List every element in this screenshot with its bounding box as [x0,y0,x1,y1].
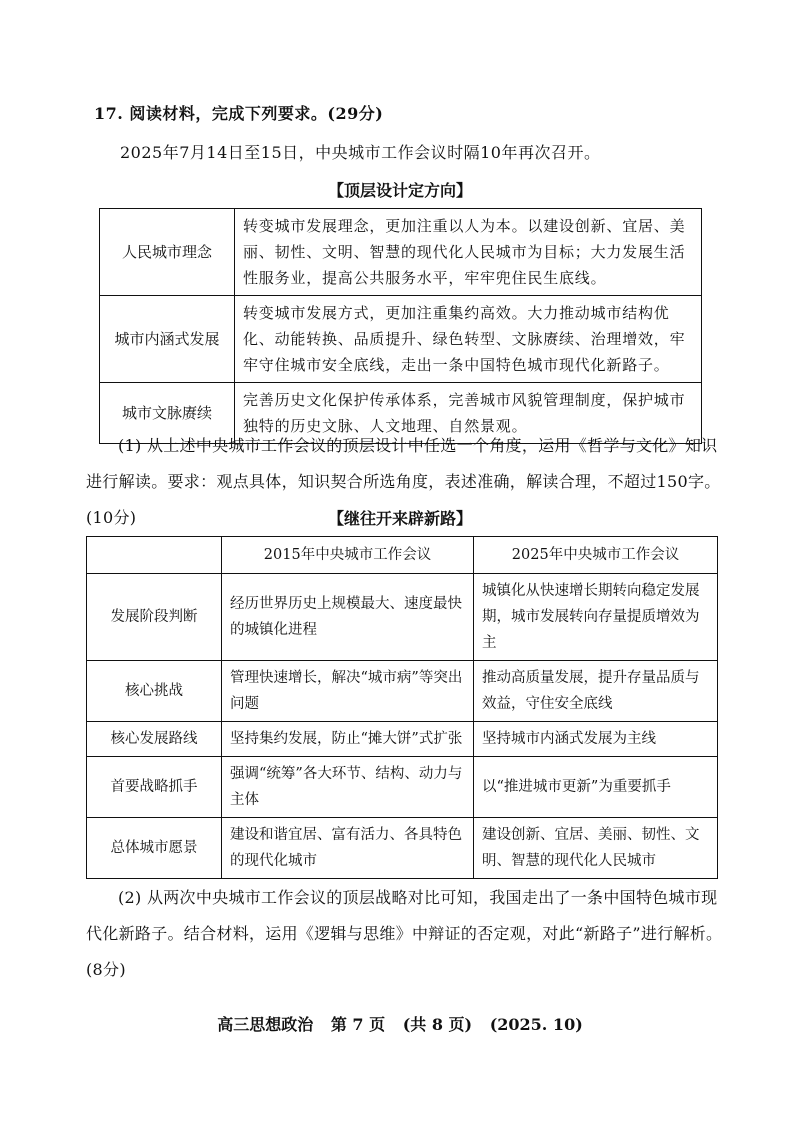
cell-2025: 坚持城市内涵式发展为主线 [474,722,718,757]
comparison-table [86,536,718,879]
row-label: 首要战略抓手 [87,757,222,818]
table-row [87,661,718,722]
header-2025: 2025年中央城市工作会议 [474,537,718,574]
top-design-table [99,208,702,444]
question-title: 17. 阅读材料，完成下列要求。(29分) [94,104,384,123]
sub-question-1: (1) 从上述中央城市工作会议的顶层设计中任选一个角度，运用《哲学与文化》知识进行解读。要求：观点具体，知识契合所选角度，表述准确，解读合理，不超过150字。(10分) [86,436,721,527]
table-row [100,296,702,383]
footer-date: (2025. 10) [489,1015,583,1034]
cell-2025: 城镇化从快速增长期转向稳定发展期，城市发展转向存量提质增效为主 [474,574,718,661]
row-label: 核心挑战 [87,661,222,722]
cell-2015: 经历世界历史上规模最大、速度最快的城镇化进程 [222,574,474,661]
header-2015: 2015年中央城市工作会议 [222,537,474,574]
sub-question-2: (2) 从两次中央城市工作会议的顶层战略对比可知，我国走出了一条中国特色城市现代化新路子。结合材料，运用《逻辑与思维》中辩证的否定观，对此“新路子”进行解析。(8分) [86,888,723,979]
cell-2025: 以“推进城市更新”为重要抓手 [474,757,718,818]
header-empty [87,537,222,574]
row-label: 核心发展路线 [87,722,222,757]
cell-2015: 管理快速增长，解决“城市病”等突出问题 [222,661,474,722]
row-label: 发展阶段判断 [87,574,222,661]
question-intro: 2025年7月14日至15日，中央城市工作会议时隔10年再次召开。 [120,143,601,162]
row-text: 完善历史文化保护传承体系，完善城市风貌管理制度，保护城市独特的历史文脉、人文地理、自然景观。 [235,383,702,444]
table-row [87,818,718,879]
row-label: 人民城市理念 [100,209,235,296]
section1-title: 【顶层设计定方向】 [327,181,472,200]
section2-title: 【继往开来辟新路】 [327,509,472,528]
cell-2015: 坚持集约发展，防止“摊大饼”式扩张 [222,722,474,757]
cell-2015: 强调“统筹”各大环节、结构、动力与主体 [222,757,474,818]
footer-total: (共 8 页) [402,1015,473,1034]
row-label: 总体城市愿景 [87,818,222,879]
row-label: 城市内涵式发展 [100,296,235,383]
table-header-row [87,537,718,574]
footer-page: 第 7 页 [330,1015,386,1034]
row-text: 转变城市发展方式，更加注重集约高效。大力推动城市结构优化、动能转换、品质提升、绿色转型、文脉赓续、治理增效，牢牢守住城市安全底线，走出一条中国特色城市现代化新路子。 [235,296,702,383]
footer-subject: 高三思想政治 [217,1015,314,1034]
cell-2025: 推动高质量发展，提升存量品质与效益，守住安全底线 [474,661,718,722]
row-label: 城市文脉赓续 [100,383,235,444]
table-row [100,209,702,296]
cell-2025: 建设创新、宜居、美丽、韧性、文明、智慧的现代化人民城市 [474,818,718,879]
row-text: 转变城市发展理念，更加注重以人为本。以建设创新、宜居、美丽、韧性、文明、智慧的现代化人民城市为目标；大力发展生活性服务业，提高公共服务水平，牢牢兜住民生底线。 [235,209,702,296]
table-row [87,757,718,818]
page-footer [0,1012,800,1035]
table-row [87,574,718,661]
table-row [87,722,718,757]
cell-2015: 建设和谐宜居、富有活力、各具特色的现代化城市 [222,818,474,879]
